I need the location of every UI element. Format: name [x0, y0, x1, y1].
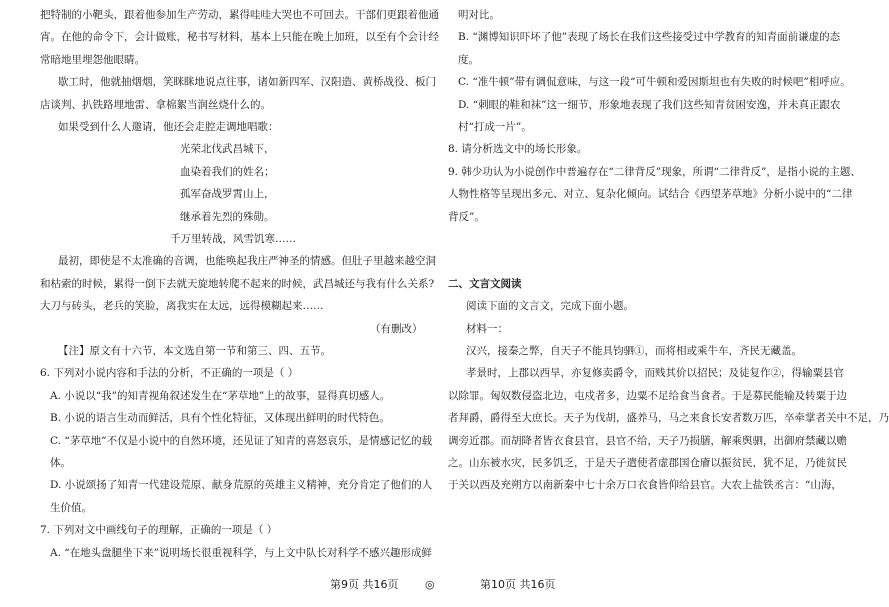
text-line: 明对比。 — [458, 9, 500, 21]
text-line: 之。山东被水灾，民多饥乏，于是天子遣使者虚郡国仓廥以振贫民，犹不足，乃徙贫民 — [448, 457, 847, 469]
text-line: 如果受到什么人邀请，他还会走腔走调地唱歌： — [58, 121, 279, 133]
text-line: 千万里转战，风雪饥寒…… — [170, 233, 296, 245]
text-line: D. “刺眼的鞋和袜”这一细节，形象地表现了我们这些知青贫困安逸，并未真正跟农 — [458, 98, 841, 111]
text-line: 背反”。 — [448, 210, 485, 223]
text-line: C. “准牛顿”带有调侃意味，与这一段“可牛顿和爱因斯坦也有失败的时候吧”相呼应。 — [458, 76, 851, 89]
text-line: 常暗地里埋怨他眼睛。 — [40, 53, 145, 66]
text-line: A. “在地头盘腿坐下来”说明场长很重视科学，与上文中队长对科学不感兴趣形成鲜 — [50, 546, 432, 559]
text-line: B. “渊博知识吓坏了他”表现了场长在我们这些接受过中学教育的知青面前谦虚的态 — [458, 31, 841, 44]
text-line: 度。 — [458, 53, 479, 66]
text-line: 宵。在他的命令下，会计做账，秘书写材料，基本上只能在晚上加班，以至有个会计经 — [40, 31, 439, 44]
text-line: 二、文言文阅读 — [448, 277, 522, 290]
text-line: 孤军奋战罗霄山上， — [180, 188, 275, 201]
text-line: 村“打成一片”。 — [458, 121, 532, 133]
text-line: 9. 韩少功认为小说创作中普遍存在“二律背反”现象，所谓“二律背反”，是指小说的主题、 — [448, 165, 861, 178]
text-line: B. 小说的语言生动而鲜活，具有个性化特征，又体现出鲜明的时代特色。 — [50, 412, 390, 425]
text-line: 7. 下列对文中画线句子的理解，正确的一项是（ ） — [40, 524, 278, 537]
text-line: 于关以西及充朔方以南新秦中七十余万口衣食皆仰给县官。大农上盐铁丞言：“山海， — [448, 479, 842, 492]
text-line: C. “茅草地”不仅是小说中的自然环境，还见证了知青的喜怒哀乐，是情感记忆的载 — [50, 434, 433, 447]
text-line: 者拜爵，爵得至大庶长。天子为伐胡，盛养马，马之来食长安者数万匹，卒牵掌者关中不足，乃 — [448, 412, 889, 425]
text-line: 最初，即使是不太准确的音调，也能唤起我庄严神圣的情感。但肚子里越来越空洞 — [58, 255, 436, 268]
text-line: （有删改） — [370, 322, 423, 335]
text-line: 【注】原文有十六节，本文选自第一节和第三、四、五节。 — [58, 345, 331, 357]
text-line: 歇工时，他就抽烟烟，笑眯眯地说点往事，诸如新四军、汉阳造、黄桥战役、板门 — [58, 76, 436, 89]
text-line: 人物性格等呈现出多元、对立、复杂化倾向。试结合《西望茅草地》分析小说中的“二律 — [448, 188, 853, 201]
text-line: 和枯索的时候，累得一倒下去就天旋地转爬不起来的时候，武昌城还与我有什么关系? — [40, 277, 435, 290]
text-line: 汉兴，接秦之弊，自天子不能具钧驷①，而将相或乘牛车，齐民无藏盖。 — [466, 345, 802, 357]
page-number-left: 第9页 共16页 — [330, 578, 399, 591]
text-line: 孝景时，上郡以西旱，亦复修卖爵令，而贱其价以招民；及徒复作②，得输粟县官 — [466, 367, 844, 380]
text-line: A. 小说以“我”的知青视角叙述发生在“茅草地”上的故事，显得真切感人。 — [50, 389, 391, 402]
text-line: 6. 下列对小说内容和手法的分析，不正确的一项是（ ） — [40, 367, 299, 380]
text-line: 店谈判、扒铁路埋地雷、拿棉絮当润丝烧什么的。 — [40, 98, 271, 111]
text-line: 生价值。 — [50, 501, 92, 514]
text-line: 把特制的小靶头，跟着他参加生产劳动，累得哇哇大哭也不可回去。干部们更跟着他通 — [40, 9, 439, 21]
text-line: 血染着我们的姓名； — [180, 165, 275, 178]
text-line: 体。 — [50, 457, 71, 469]
text-line: 光荣北伐武昌城下， — [180, 143, 275, 156]
text-line: 8. 请分析选文中的场长形象。 — [448, 143, 588, 156]
text-line: D. 小说颂扬了知青一代建设荒原、献身荒原的英雄主义精神，充分肯定了他们的人 — [50, 479, 433, 492]
text-line: 材料一： — [466, 322, 508, 335]
page-number-right: 第10页 共16页 — [480, 578, 556, 591]
text-line: 继承着先烈的殊勋。 — [180, 210, 275, 223]
text-line: 调旁近郡。而胡降者皆衣食县官，县官不给，天子乃损膳，解乘舆驷，出御府禁藏以赡 — [448, 434, 847, 447]
center-mark: ◎ — [425, 578, 435, 591]
text-line: 以除罪。匈奴数侵盗北边，屯戍者多，边粟不足给食当食者。于是募民能输及转粟于边 — [448, 389, 847, 402]
text-line: 阅读下面的文言文，完成下面小题。 — [466, 300, 634, 313]
text-line: 大刀与砖头，老兵的笑脸，离我实在太远，远得模糊起来…… — [40, 300, 324, 313]
